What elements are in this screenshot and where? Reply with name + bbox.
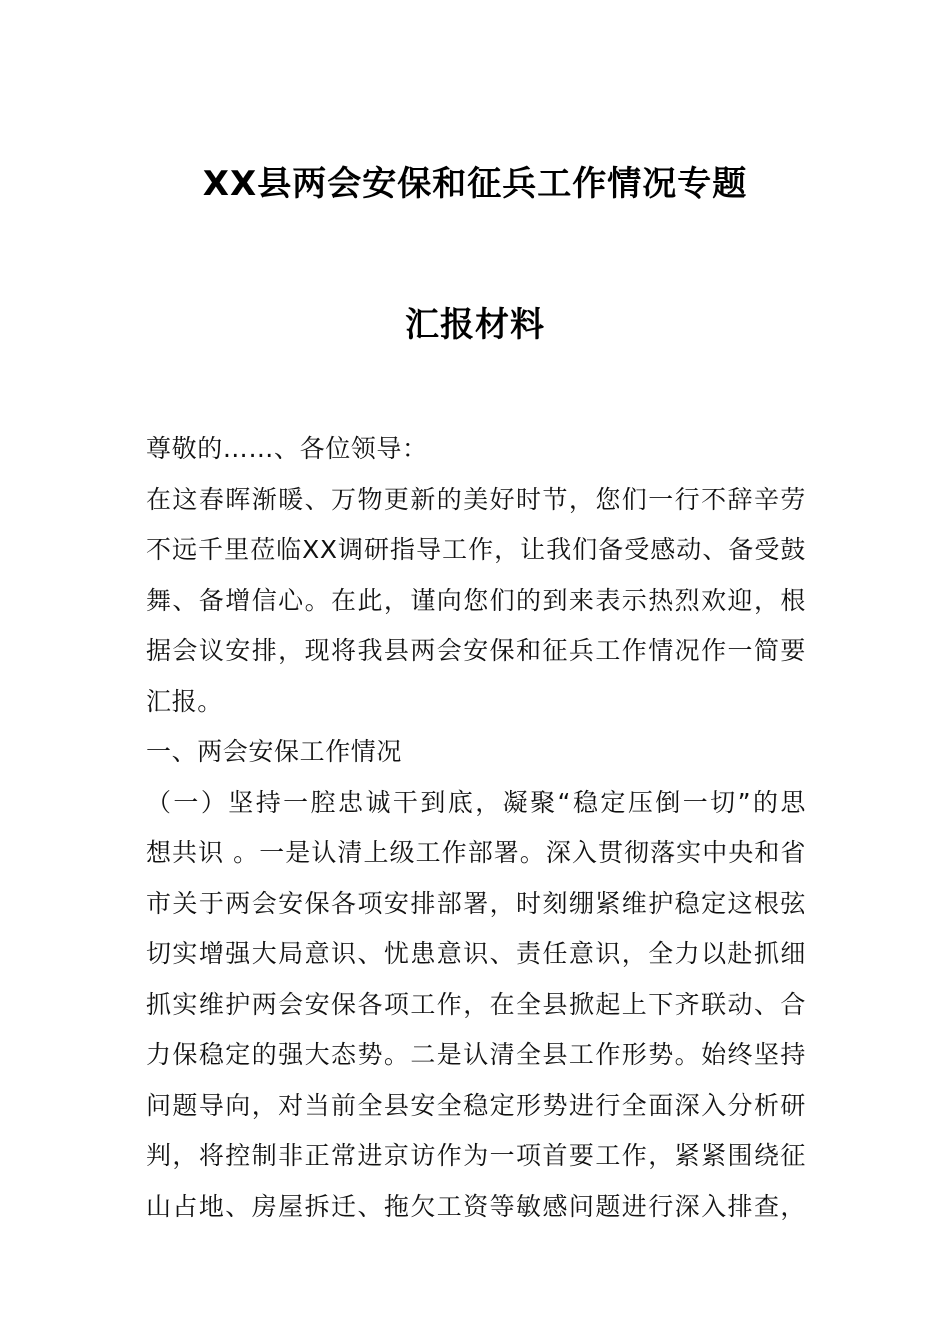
section-heading: 一、两会安保工作情况 [146,737,403,766]
body-line: 切实增强大局意识、忧患意识、责任意识，全力以赴抓细 [146,939,806,968]
body-line: 据会议安排，现将我县两会安保和征兵工作情况作一简要 [146,636,806,665]
body-line: 山占地、房屋拆迁、拖欠工资等敏感问题进行深入排查， [146,1191,806,1221]
body-line: 判，将控制非正常进京访作为一项首要工作，紧紧围绕征 [146,1141,806,1170]
body-line: 力保稳定的强大态势。二是认清全县工作形势。始终坚持 [146,1040,806,1069]
document-body [146,424,806,1232]
body-line: 汇报。 [146,686,223,716]
body-line: （一）坚持一腔忠诚干到底，凝聚“稳定压倒一切”的思 [146,787,806,817]
body-line: 不远千里莅临XX调研指导工作，让我们备受感动、备受鼓 [146,535,806,564]
body-line: 舞、备增信心。在此，谨向您们的到来表示热烈欢迎，根 [146,585,806,615]
body-line: 问题导向，对当前全县安全稳定形势进行全面深入分析研 [146,1090,806,1120]
salutation: 尊敬的……、各位领导： [146,434,428,463]
document-title-line-1: XX县两会安保和征兵工作情况专题 [202,164,748,204]
body-line: 在这春晖渐暖、万物更新的美好时节，您们一行不辞辛劳 [146,484,806,514]
body-line: 抓实维护两会安保各项工作，在全县掀起上下齐联动、合 [146,989,806,1019]
document-title-line-2: 汇报材料 [405,305,545,345]
body-line: 想共识 。一是认清上级工作部署。深入贯彻落实中央和省 [146,838,806,867]
body-line: 市关于两会安保各项安排部署，时刻绷紧维护稳定这根弦 [146,888,806,918]
